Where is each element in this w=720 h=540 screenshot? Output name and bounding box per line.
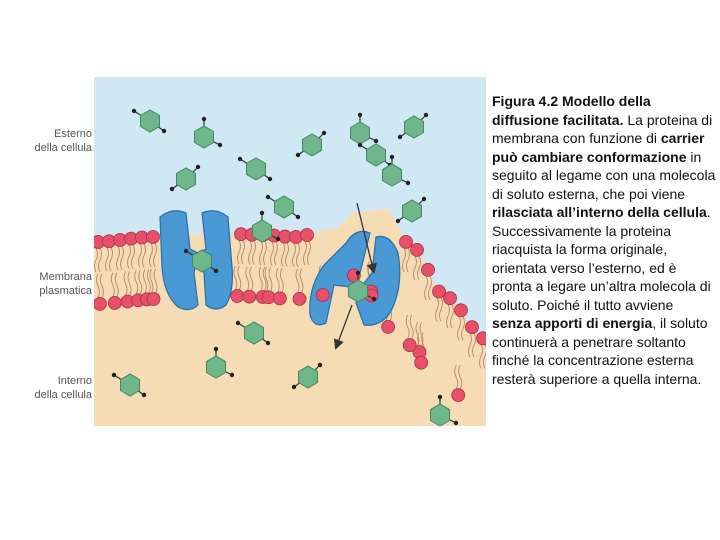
- solute-end: [374, 139, 378, 143]
- phospholipid-head: [94, 297, 106, 310]
- phospholipid-head: [273, 292, 286, 305]
- phospholipid-head: [108, 296, 121, 309]
- solute-end: [170, 187, 174, 191]
- solute-hexagon: [121, 374, 140, 396]
- solute-hexagon: [207, 356, 226, 378]
- solute-end: [230, 373, 234, 377]
- caption-bold-2: rilasciata all’interno della cellula: [492, 204, 707, 220]
- solute-hexagon: [405, 116, 424, 138]
- phospholipid-head: [147, 231, 160, 244]
- phospholipid-head: [477, 332, 487, 345]
- phospholipid-head: [301, 229, 314, 242]
- membrane-diagram: [94, 77, 486, 426]
- solute-hexagon: [193, 250, 212, 272]
- solute-end: [266, 195, 270, 199]
- caption-text-1: La proteina di membrana con funzione di: [492, 111, 713, 146]
- phospholipid-head: [422, 263, 435, 276]
- caption-title: Figura 4.2 Modello della diffusione facilitata.: [492, 93, 651, 128]
- caption-bold-1: carrier può cambiare conformazione: [492, 130, 705, 165]
- solute-end: [292, 385, 296, 389]
- solute-end: [296, 153, 300, 157]
- exterior-label-line1: Esterno: [54, 128, 92, 140]
- solute-end: [238, 157, 242, 161]
- solute-hexagon: [275, 196, 294, 218]
- solute-end: [372, 297, 376, 301]
- phospholipid-head: [316, 288, 329, 301]
- phospholipid-head: [466, 321, 479, 334]
- solute-end: [358, 143, 362, 147]
- solute-hexagon: [367, 144, 386, 166]
- solute-end: [296, 215, 300, 219]
- solute-end: [390, 155, 394, 159]
- caption-text-2: in seguito al legame con una molecola di soluto esterna, che poi viene: [492, 148, 716, 202]
- phospholipid-head: [293, 292, 306, 305]
- caption-text-4: , il soluto continuerà a penetrare soltanto finché la concentrazione esterna resterà superiore a quella interna.: [492, 315, 708, 387]
- solute-end: [112, 373, 116, 377]
- interior-label-line2: della cellula: [34, 389, 92, 401]
- solute-hexagon: [403, 200, 422, 222]
- phospholipid-head: [411, 243, 424, 256]
- interior-label-line1: Interno: [57, 375, 92, 387]
- membrane-label: [20, 270, 92, 298]
- solute-end: [422, 197, 426, 201]
- solute-end: [406, 181, 410, 185]
- solute-hexagon: [195, 126, 214, 148]
- phospholipid-head: [444, 292, 457, 305]
- caption-bold-3: senza apporti di energia: [492, 315, 653, 331]
- solute-end: [424, 113, 428, 117]
- phospholipid-head: [403, 339, 416, 352]
- phospholipid-head: [455, 304, 468, 317]
- phospholipid-head: [243, 290, 256, 303]
- figure-caption: [492, 92, 716, 388]
- solute-end: [260, 211, 264, 215]
- solute-end: [356, 271, 360, 275]
- solute-end: [438, 395, 442, 399]
- solute-end: [454, 421, 458, 425]
- solute-end: [398, 135, 402, 139]
- phospholipid-head: [415, 356, 428, 369]
- solute-hexagon: [383, 164, 402, 186]
- solute-end: [268, 177, 272, 181]
- solute-hexagon: [141, 110, 160, 132]
- solute-end: [196, 165, 200, 169]
- solute-hexagon: [431, 404, 450, 426]
- solute-end: [236, 321, 240, 325]
- solute-hexagon: [299, 366, 318, 388]
- solute-hexagon: [351, 122, 370, 144]
- solute-end: [202, 117, 206, 121]
- phospholipid-head: [147, 293, 160, 306]
- solute-end: [214, 269, 218, 273]
- solute-end: [184, 249, 188, 253]
- solute-end: [162, 129, 166, 133]
- solute-end: [396, 219, 400, 223]
- solute-hexagon: [349, 280, 368, 302]
- membrane-label-line1: Membrana: [39, 271, 92, 283]
- solute-hexagon: [303, 134, 322, 156]
- caption-text-3: . Successivamente la proteina riacquista la forma originale, orientata verso l’esterno, ed è pronta a legare un’altra molecola di soluto. Poiché il tutto avviene: [492, 204, 711, 313]
- solute-hexagon: [247, 158, 266, 180]
- solute-hexagon: [253, 220, 272, 242]
- solute-hexagon: [245, 322, 264, 344]
- exterior-label-line2: della cellula: [34, 142, 92, 154]
- phospholipid-head: [231, 290, 244, 303]
- solute-end: [214, 347, 218, 351]
- phospholipid-head: [452, 389, 465, 402]
- membrane-label-line2: plasmatica: [39, 285, 92, 297]
- solute-end: [132, 109, 136, 113]
- interior-label: [20, 374, 92, 402]
- phospholipid-head: [382, 320, 395, 333]
- solute-end: [322, 131, 326, 135]
- solute-end: [218, 143, 222, 147]
- solute-end: [358, 113, 362, 117]
- solute-end: [266, 341, 270, 345]
- solute-end: [318, 363, 322, 367]
- solute-end: [142, 393, 146, 397]
- exterior-label: [20, 127, 92, 155]
- solute-hexagon: [177, 168, 196, 190]
- solute-end: [276, 237, 280, 241]
- phospholipid-head: [400, 235, 413, 248]
